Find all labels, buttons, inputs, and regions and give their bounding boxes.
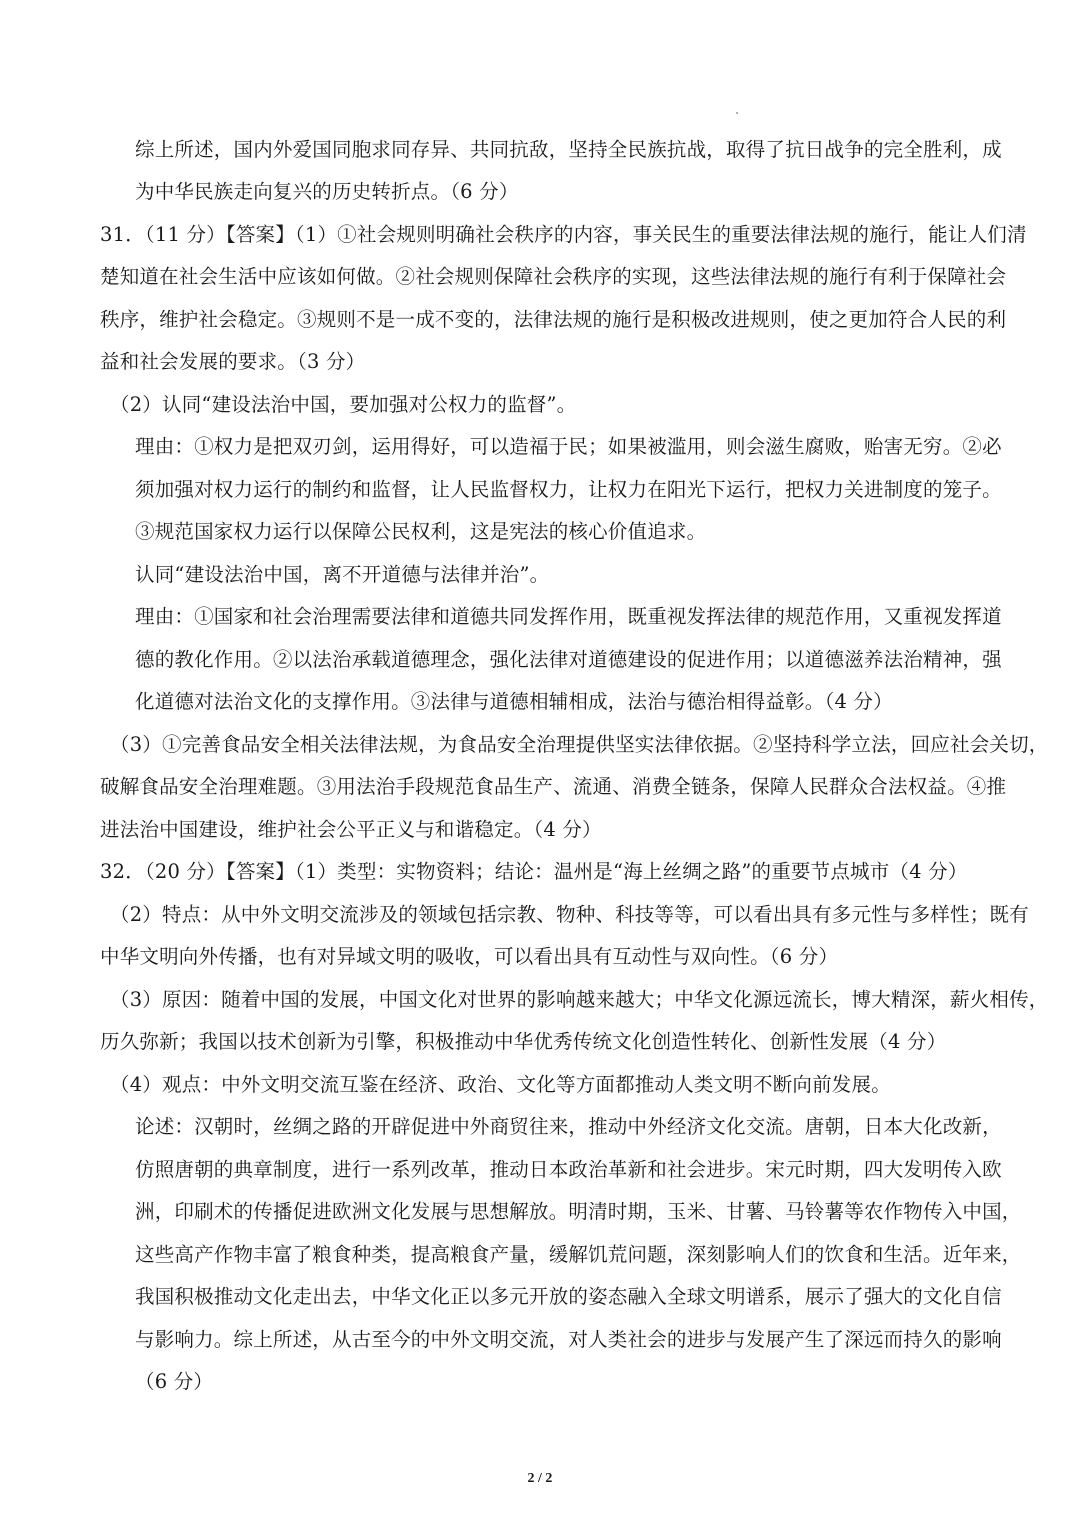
text-line: （4）观点：中外文明交流互鉴在经济、政治、文化等方面都推动人类文明不断向前发展。 — [110, 1073, 891, 1096]
text-line: （3）原因：随着中国的发展，中国文化对世界的影响越来越大；中华文化源远流长，博大精深，薪火相传， — [110, 988, 1049, 1011]
text-line: 我国积极推动文化走出去，中华文化正以多元开放的姿态融入全球文明谱系，展示了强大的文化自信 — [135, 1285, 1002, 1308]
text-line: ③规范国家权力运行以保障公民权利，这是宪法的核心价值追求。 — [135, 520, 707, 543]
text-line: 化道德对法治文化的支撑作用。③法律与道德相辅相成，法治与德治相得益彰。（4 分） — [135, 690, 893, 713]
text-line: 中华文明向外传播，也有对异域文明的吸收，可以看出具有互动性与双向性。（6 分） — [100, 945, 839, 968]
scan-speck — [736, 112, 738, 114]
text-line: 论述：汉朝时，丝绸之路的开辟促进中外商贸往来，推动中外经济文化交流。唐朝，日本大化改新， — [135, 1115, 1002, 1138]
text-line: 益和社会发展的要求。（3 分） — [100, 350, 366, 373]
text-line: 理由：①权力是把双刃剑，运用得好，可以造福于民；如果被滥用，则会滋生腐败，贻害无穷。②必 — [135, 435, 1002, 458]
text-line: 仿照唐朝的典章制度，进行一系列改革，推动日本政治革新和社会进步。宋元时期，四大发明传入欧 — [135, 1158, 1002, 1181]
text-line: 这些高产作物丰富了粮食种类，提高粮食产量，缓解饥荒问题，深刻影响人们的饮食和生活。近年来， — [135, 1243, 1022, 1266]
text-line: 为中华民族走向复兴的历史转折点。（6 分） — [135, 180, 519, 203]
text-line: 德的教化作用。②以法治承载道德理念，强化法律对道德建设的促进作用；以道德滋养法治精神，强 — [135, 648, 1002, 671]
page-number: 2 / 2 — [527, 1471, 553, 1486]
text-line: （3）①完善食品安全相关法律法规，为食品安全治理提供坚实法律依据。②坚持科学立法，回应社会关切， — [110, 733, 1049, 756]
text-line: 须加强对权力运行的制约和监督，让人民监督权力，让权力在阳光下运行，把权力关进制度的笼子。 — [135, 478, 1002, 501]
question-31-header: 31．（11 分）【答案】（1）①社会规则明确社会秩序的内容，事关民生的重要法律法规的施行，能让人们清 — [100, 223, 1027, 246]
text-line: 进法治中国建设，维护社会公平正义与和谐稳定。（4 分） — [100, 818, 602, 841]
text-line: （6 分） — [135, 1370, 214, 1393]
text-line: 综上所述，国内外爱国同胞求同存异、共同抗敌，坚持全民族抗战，取得了抗日战争的完全胜利，成 — [135, 138, 1002, 161]
text-line: 认同“建设法治中国，离不开道德与法律并治”。 — [135, 563, 550, 586]
text-line: 理由：①国家和社会治理需要法律和道德共同发挥作用，既重视发挥法律的规范作用，又重视发挥道 — [135, 605, 1002, 628]
text-line: 与影响力。综上所述，从古至今的中外文明交流，对人类社会的进步与发展产生了深远而持久的影响 — [135, 1328, 1002, 1351]
text-line: 破解食品安全治理难题。③用法治手段规范食品生产、流通、消费全链条，保障人民群众合法权益。④推 — [100, 775, 1007, 798]
text-line: （2）认同“建设法治中国，要加强对公权力的监督”。 — [110, 393, 577, 416]
text-line: 秩序，维护社会稳定。③规则不是一成不变的，法律法规的施行是积极改进规则，使之更加符合人民的利 — [100, 308, 1007, 331]
text-line: 洲，印刷术的传播促进欧洲文化发展与思想解放。明清时期，玉米、甘薯、马铃薯等农作物传入中国， — [135, 1200, 1022, 1223]
text-line: 楚知道在社会生活中应该如何做。②社会规则保障社会秩序的实现，这些法律法规的施行有利于保障社会 — [100, 265, 1007, 288]
text-line: （2）特点：从中外文明交流涉及的领域包括宗教、物种、科技等等，可以看出具有多元性与多样性；既有 — [110, 903, 1029, 926]
text-line: 历久弥新；我国以技术创新为引擎，积极推动中华优秀传统文化创造性转化、创新性发展（4 分） — [100, 1030, 947, 1053]
question-32-header: 32．（20 分）【答案】（1）类型：实物资料；结论：温州是“海上丝绸之路”的重要节点城市（4 分） — [100, 860, 968, 883]
